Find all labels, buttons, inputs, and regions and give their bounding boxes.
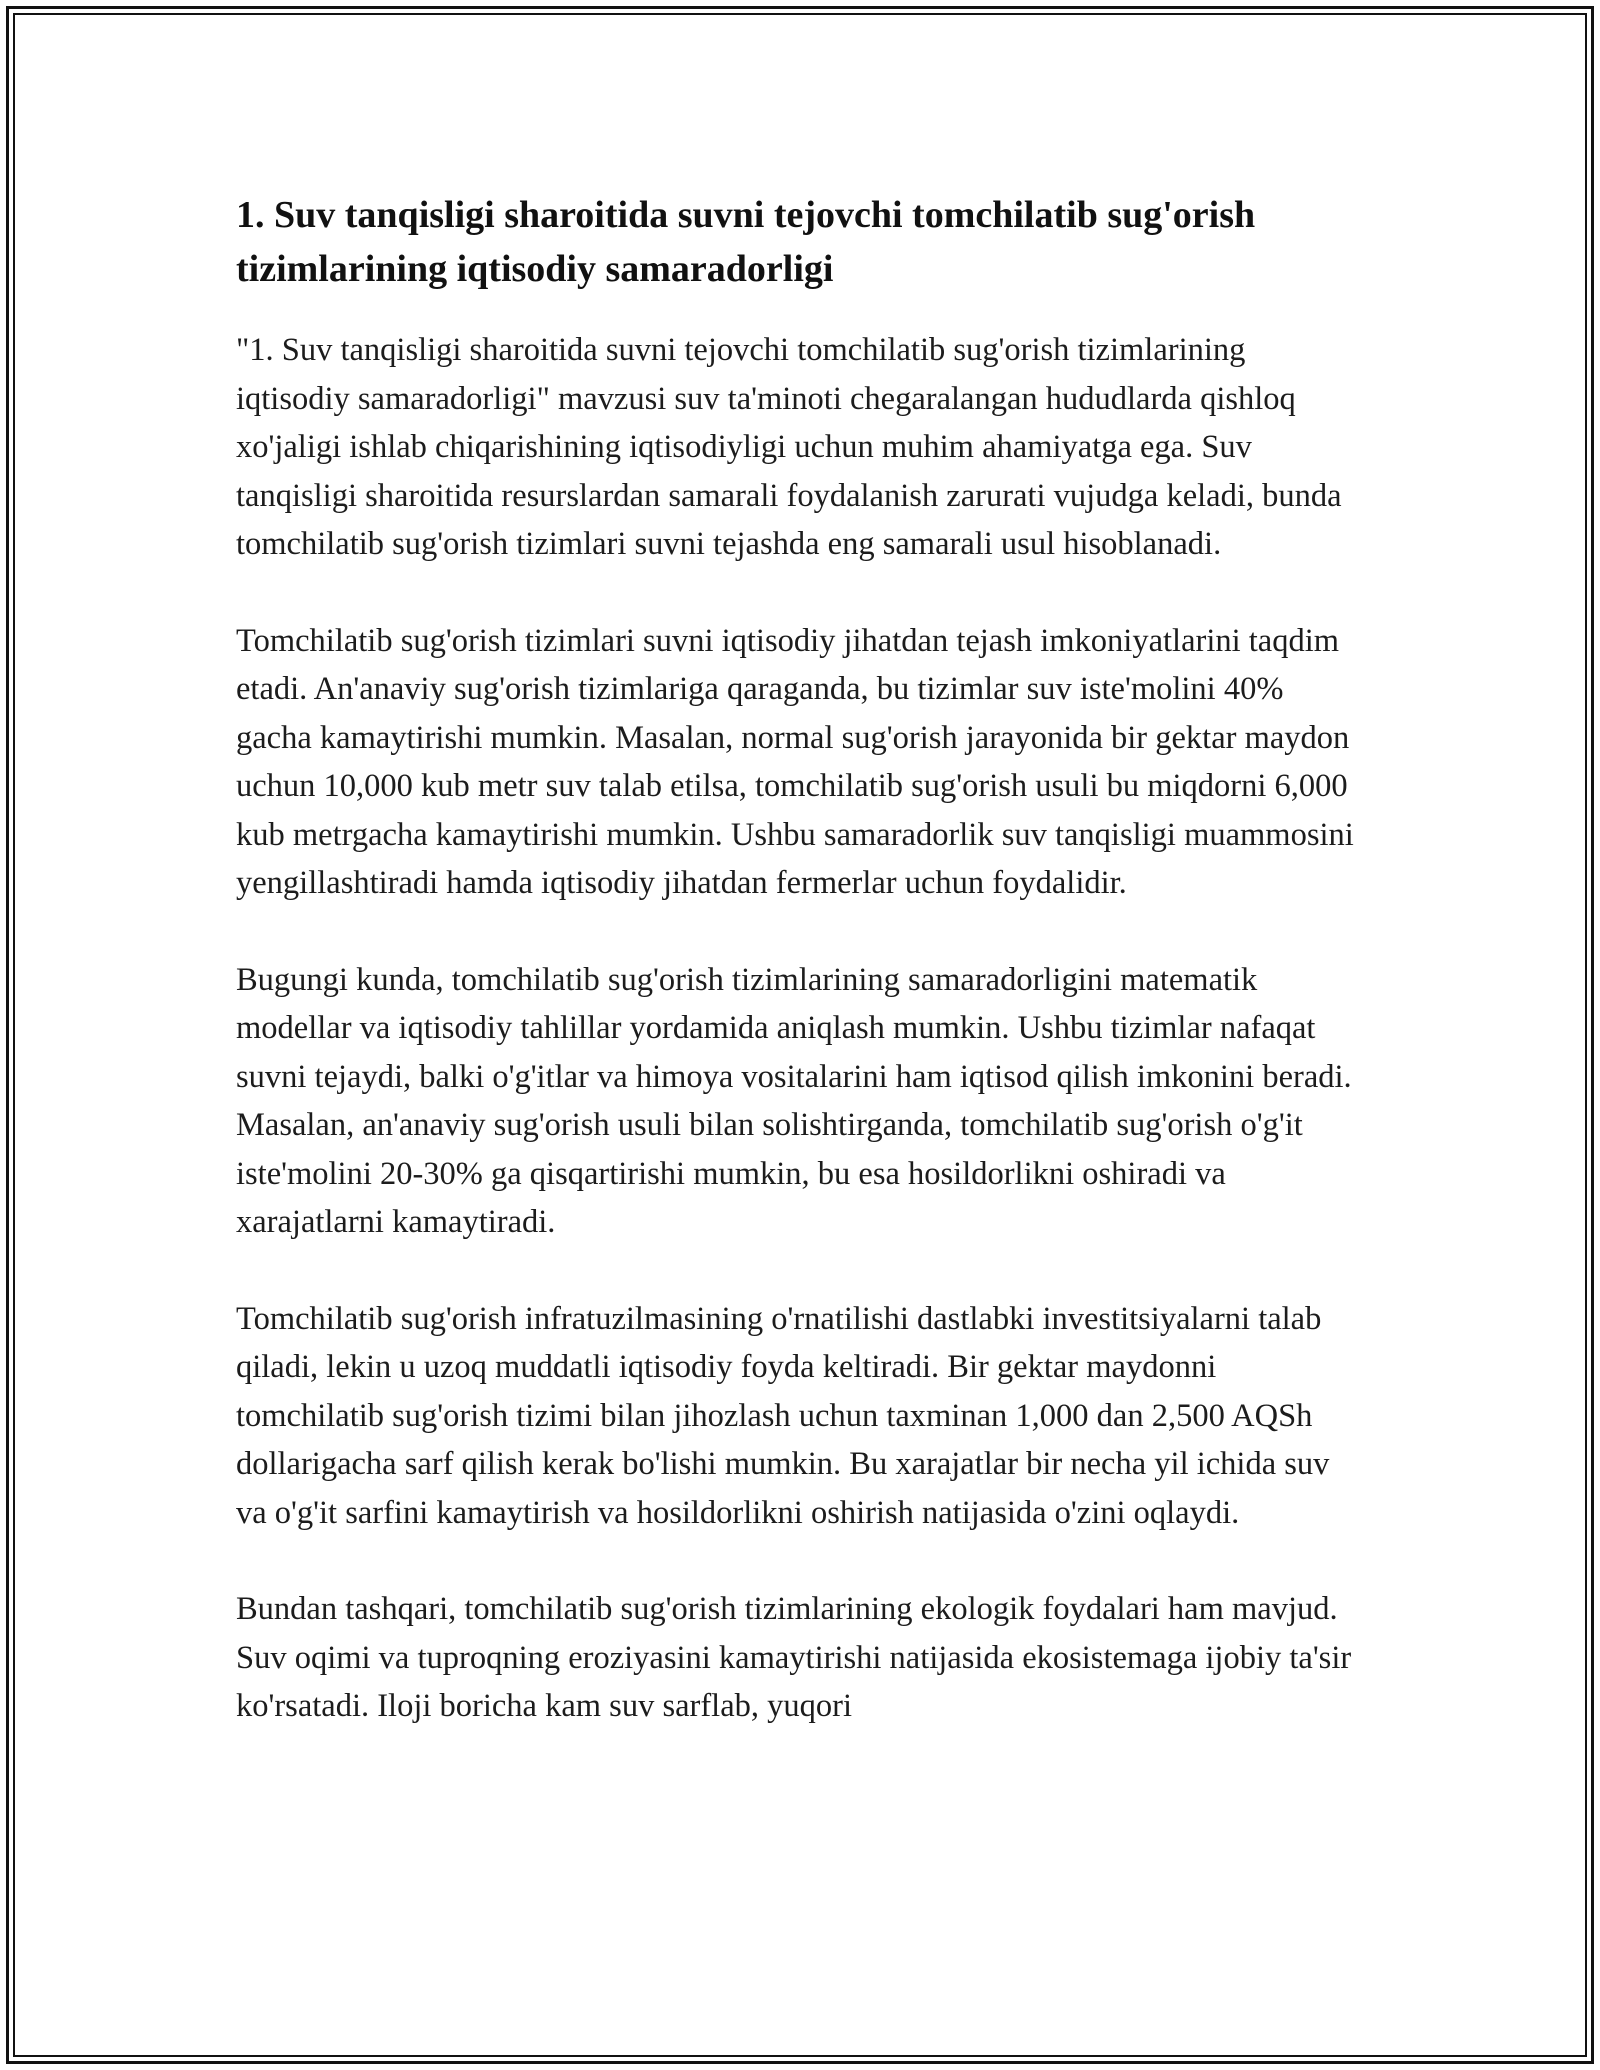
document-title: 1. Suv tanqisligi sharoitida suvni tejovchi tomchilatib sug'orish tizimlarining iqtisodiy samaradorligi (236, 194, 1256, 290)
paragraph-water-savings: Tomchilatib sug'orish tizimlari suvni iqtisodiy jihatdan tejash imkoniyatlarini taqdim etadi. An'anaviy sug'orish tizimlariga qaraganda, bu tizimlar suv iste'molini 40% gacha kamaytirishi mumkin. Masalan, normal sug'orish jarayonida bir gektar maydon uchun 10,000 kub metr suv talab etilsa, tomchilatib sug'orish usuli bu miqdorni 6,000 kub metrgacha kamaytirishi mumkin. Ushbu samaradorlik suv tanqisligi muammosini yengillashtiradi hamda iqtisodiy jihatdan fermerlar uchun foydalidir. (236, 622, 1354, 901)
paragraph-intro: "1. Suv tanqisligi sharoitida suvni tejovchi tomchilatib sug'orish tizimlarining iqtisodiy samaradorligi" mavzusi suv ta'minoti chegaralangan hududlarda qishloq xo'jaligi ishlab chiqarishining iqtisodiyligi uchun muhim ahamiyatga ega. Suv tanqisligi sharoitida resurslardan samarali foydalanish zarurati vujudga keladi, bunda tomchilatib sug'orish tizimlari suvni tejashda eng samarali usul hisoblanadi. (236, 332, 1342, 562)
document-body (236, 188, 1366, 1779)
paragraph-ecological-benefits: Bundan tashqari, tomchilatib sug'orish tizimlarining ekologik foydalari ham mavjud. Suv oqimi va tuproqning eroziyasini kamaytirishi natijasida ekosistemaga ijobiy ta'sir ko'rsatadi. Iloji boricha kam suv sarflab, yuqori (236, 1591, 1352, 1724)
paragraph-investment: Tomchilatib sug'orish infratuzilmasining o'rnatilishi dastlabki investitsiyalarni talab qiladi, lekin u uzoq muddatli iqtisodiy foyda keltiradi. Bir gektar maydonni tomchilatib sug'orish tizimi bilan jihozlash uchun taxminan 1,000 dan 2,500 AQSh dollarigacha sarf qilish kerak bo'lishi mumkin. Bu xarajatlar bir necha yil ichida suv va o'g'it sarfini kamaytirish va hosildorlikni oshirish natijasida o'zini oqlaydi. (236, 1300, 1330, 1531)
paragraph-efficiency-analysis: Bugungi kunda, tomchilatib sug'orish tizimlarining samaradorligini matematik modellar va iqtisodiy tahlillar yordamida aniqlash mumkin. Ushbu tizimlar nafaqat suvni tejaydi, balki o'g'itlar va himoya vositalarini ham iqtisod qilish imkonini beradi. Masalan, an'anaviy sug'orish usuli bilan solishtirganda, tomchilatib sug'orish o'g'it iste'molini 20-30% ga qisqartirishi mumkin, bu esa hosildorlikni oshiradi va xarajatlarni kamaytiradi. (236, 961, 1352, 1240)
